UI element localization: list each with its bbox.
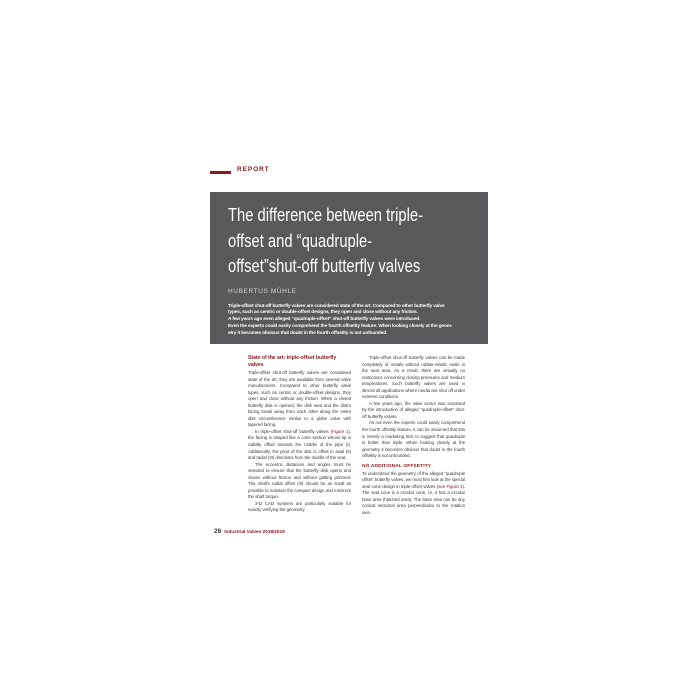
paragraph [248,501,351,514]
text-segment: In triple-offset shut-off butterfly valves [255,428,331,434]
paragraph [362,471,465,517]
article-header [210,192,488,344]
article-columns [248,355,465,517]
author-name: HUBERTUS MÜHLE [228,287,297,295]
section-heading: State of the art: triple-offset butterfly valves [248,355,337,368]
paragraph [248,370,351,429]
article-column-1 [248,355,351,517]
article-title-line: offset”shut-off butterfly valves [228,256,421,276]
page-footer [214,528,285,535]
abstract [228,304,476,338]
paragraph [362,355,465,401]
article-title [228,203,431,280]
abstract-line: etry it becomes obvious that doubt in the fourth offsetity is not unfounded. [228,330,388,336]
figure-reference: (Figure 1) [330,428,350,434]
text-segment: As not even the experts could easily comprehend the fourth offsetity feature, it can be assumed that this is merely a marketing trick to suggest that quadruple is better than triple. When looking closely at the geometry it becomes obvious that doubt in the fourth offsetity is not unfounded. [362,420,465,459]
text-segment: To understand the geometry of the alleged “quadruple offset” butterfly valves, we must first look at the special seat cone design in triple-offset valves [362,470,465,489]
paragraph [248,429,351,462]
text-segment: Triple-offset shut-off butterfly valves can be made completely of metals without rubber-elastic seals in the seat area. As a result, there are virtually no restrictions concerning closing pressures and medium temperatures. Such butterfly valves are used in almost all applications where media are shut off under extreme conditions. [362,355,465,400]
page-number: 26 [214,528,222,535]
paragraph [362,420,465,459]
abstract-line: Even the experts could easily comprehend the fourth offsetity feature. When looking closely at the geom- [228,323,453,329]
abstract-line: A few years ago even alleged “quadruple-offset” shut-off butterfly valves were introduced. [228,317,421,323]
paragraph [248,462,351,501]
text-segment: . The seat cone is a circular cone, i.e. it has a circular base area (hatched area). The base area can be any conical sectional area perpendicular to the rotation axis. [362,483,465,516]
figure-reference: (see Figure 1) [436,483,464,489]
text-segment: A few years ago, the valve sector was surprised by the introduction of alleged “quadruple-offset” shut-off butterfly valves. [362,400,465,419]
abstract-line: Triple-offset shut-off butterfly valves are considered state of the art. Compared to other butterfly valve [228,303,445,309]
text-segment: Triple-offset shut-off butterfly valves are considered state of the art; they are available from several valve manufacturers. Compared to other butterfly valve types, such as centric or double-offset designs, they open and close without any friction. When a closed butterfly disk is opened, the disk seat and the disk's facing break away from each other along the entire disk circumference similar to a globe valve with tapered facing. [248,370,351,428]
paragraph [362,401,465,421]
article-column-2 [362,355,465,517]
text-segment: 3-D CAD systems are particularly suitable for exactly verifying the geometry. [248,500,351,513]
article-title-line: The difference between triple- [228,205,424,225]
text-segment: The eccentric distances and angles must be selected to ensure that the butterfly disk opens and closes without friction and without getting jammed. The shaft's radial offset (III) should be as small as possible to maintain the compact design and minimize the shaft torque. [248,461,351,500]
kicker-label: REPORT [237,166,270,173]
kicker-rule [210,171,231,174]
abstract-line: types, such as centric or double-offset designs, they open and close without any friction. [228,310,418,316]
text-segment: , the facing is shaped like a cone section whose tip is radially offset towards the middle of the pipe (I). Additionally, the pivot of the disk is offset in axial (II) and radial (III) directions from the middle of the seat. [248,428,351,461]
publication-name: Industrial Valves 2018/2019 [224,530,285,535]
article-title-line: offset and “quadruple- [228,230,373,251]
section-heading: NO ADDITIONAL OFFSETITY [362,463,432,469]
